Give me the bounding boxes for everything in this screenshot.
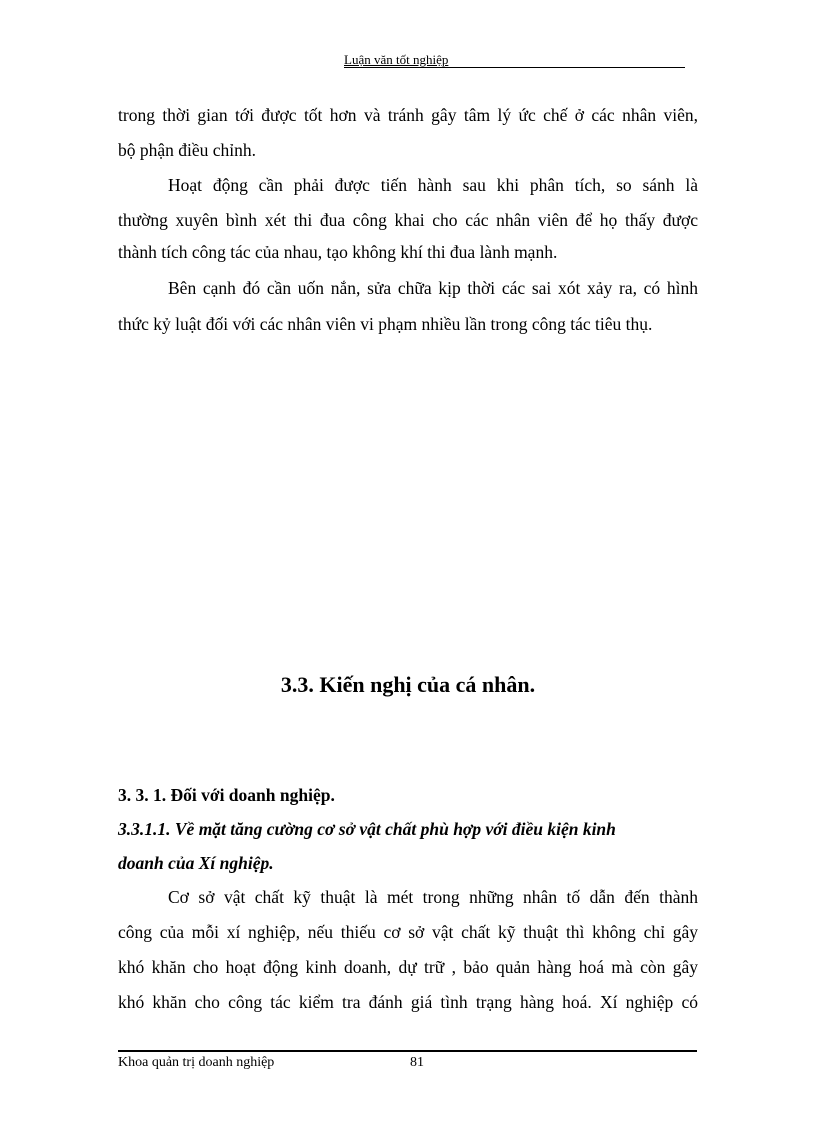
body-line: Cơ sở vật chất kỹ thuật là mét trong những nhân tố dẫn đến thành [168, 887, 698, 907]
page-header-title: Luận văn tốt nghiệp [344, 52, 449, 67]
body-line: khó khăn cho hoạt động kinh doanh, dự trữ , bảo quản hàng hoá mà còn gây [118, 957, 698, 977]
body-line: thành tích công tác của nhau, tạo không khí thi đua lành mạnh. [118, 242, 558, 262]
body-line: trong thời gian tới được tốt hơn và tránh gây tâm lý ức chế ở các nhân viên, [118, 105, 698, 125]
section-title: 3.3. Kiến nghị của cá nhân. [280, 672, 536, 697]
subsubsection-title-line: doanh của Xí nghiệp. [118, 853, 274, 873]
body-line: Bên cạnh đó cần uốn nắn, sửa chữa kịp thời các sai xót xảy ra, có hình [168, 278, 698, 298]
body-line: công của mỗi xí nghiệp, nếu thiếu cơ sở vật chất kỹ thuật thì không chỉ gây [118, 922, 698, 942]
footer-rule [118, 1050, 697, 1052]
body-line: thức kỷ luật đối với các nhân viên vi phạm nhiều lần trong công tác tiêu thụ. [118, 314, 653, 334]
body-line: Hoạt động cần phải được tiến hành sau khi phân tích, so sánh là [168, 175, 698, 195]
footer-department: Khoa quản trị doanh nghiệp [118, 1055, 275, 1070]
subsubsection-title-line: 3.3.1.1. Về mặt tăng cường cơ sở vật chất phù hợp với điều kiện kinh [118, 819, 616, 839]
body-line: thường xuyên bình xét thi đua công khai cho các nhân viên để họ thấy được [118, 210, 698, 230]
page-number: 81 [410, 1055, 424, 1070]
header-rule [344, 67, 685, 68]
body-line: khó khăn cho công tác kiểm tra đánh giá tình trạng hàng hoá. Xí nghiệp có [118, 992, 698, 1012]
subsection-title: 3. 3. 1. Đối với doanh nghiệp. [118, 785, 335, 805]
body-line: bộ phận điều chỉnh. [118, 140, 257, 160]
